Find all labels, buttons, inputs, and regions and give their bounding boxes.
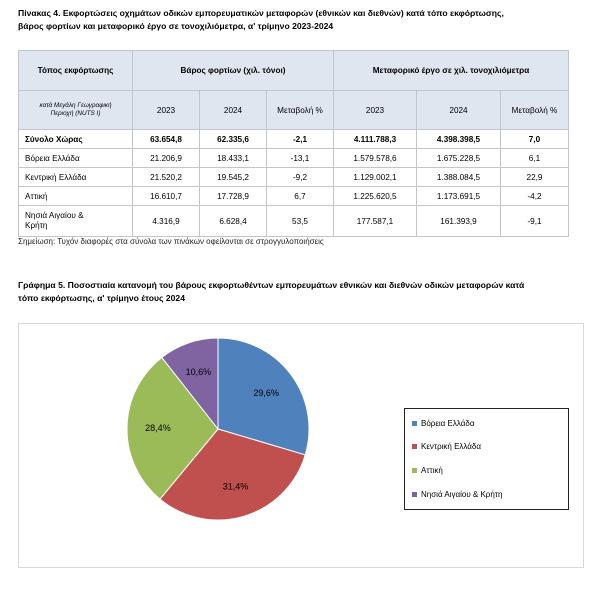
pie-data-label: 10,6% [185, 367, 212, 378]
chart-title-line-2: τόπο εκφόρτωσης, α' τρίμηνο έτους 2024 [18, 293, 185, 303]
cell-weight-2024: 18.433,1 [200, 149, 267, 168]
chart-legend [404, 408, 569, 510]
chart-title [18, 279, 524, 305]
weight-change-header: Μεταβολή % [267, 91, 334, 130]
weight-2024-header: 2024 [200, 91, 267, 130]
cell-work-change: 7,0 [501, 130, 569, 149]
pie-data-label: 29,6% [253, 388, 279, 399]
cell-work-2024: 1.173.691,5 [417, 187, 501, 206]
cell-work-2024: 161.393,9 [417, 206, 501, 237]
row-name: Νησιά Αιγαίου & Κρήτη [19, 206, 133, 237]
cell-work-2023: 4.111.788,3 [334, 130, 417, 149]
work-2024-header: 2024 [417, 91, 501, 130]
cell-weight-change: -13,1 [267, 149, 334, 168]
cell-weight-2024: 17.728,9 [200, 187, 267, 206]
cell-weight-change: -2,1 [267, 130, 334, 149]
legend-label: Κεντρική Ελλάδα [421, 442, 481, 451]
cell-weight-2024: 62.335,6 [200, 130, 267, 149]
cell-weight-2023: 63.654,8 [133, 130, 200, 149]
legend-item [412, 442, 481, 451]
col-place-header: Τόπος εκφόρτωσης [19, 51, 133, 91]
legend-swatch [412, 468, 417, 473]
row-name: Βόρεια Ελλάδα [19, 149, 133, 168]
cell-weight-2023: 4.316,9 [133, 206, 200, 237]
legend-label: Βόρεια Ελλάδα [421, 419, 475, 428]
pie-data-label: 31,4% [222, 481, 249, 492]
cell-weight-2023: 21.520,2 [133, 168, 200, 187]
cell-weight-change: 6,7 [267, 187, 334, 206]
freight-table [18, 50, 569, 237]
work-group-header: Μεταφορικό έργο σε χιλ. τονοχιλιόμετρα [334, 51, 569, 91]
weight-2023-header: 2023 [133, 91, 200, 130]
legend-item [412, 466, 443, 475]
cell-work-change: -4,2 [501, 187, 569, 206]
cell-work-2024: 1.388.084,5 [417, 168, 501, 187]
legend-item [412, 490, 502, 499]
legend-label: Αττική [421, 466, 443, 475]
table-row [19, 168, 569, 187]
row-name: Σύνολο Χώρας [19, 130, 133, 149]
cell-weight-2023: 16.610,7 [133, 187, 200, 206]
pie-chart-area [18, 323, 584, 568]
cell-work-2023: 177.587,1 [334, 206, 417, 237]
nuts-sublabel: κατά Μεγάλη Γεωγραφική Περιοχή (NUTS I) [19, 91, 133, 130]
cell-work-change: -9,1 [501, 206, 569, 237]
work-change-header: Μεταβολή % [501, 91, 569, 130]
table-row [19, 187, 569, 206]
table-row [19, 206, 569, 237]
pie-data-label: 28,4% [145, 423, 171, 434]
row-name: Αττική [19, 187, 133, 206]
chart-title-line-1: Γράφημα 5. Ποσοστιαία κατανομή του βάρους εκφορτωθέντων εμπορευμάτων εθνικών και διεθνών οδικών μεταφορών κατά [18, 280, 525, 290]
cell-weight-2024: 6.628,4 [200, 206, 267, 237]
work-2023-header: 2023 [334, 91, 417, 130]
cell-weight-2024: 19.545,2 [200, 168, 267, 187]
cell-work-change: 22,9 [501, 168, 569, 187]
cell-work-change: 6,1 [501, 149, 569, 168]
table-subheader-row [19, 91, 569, 130]
table-title-line-2: βάρος φορτίων και μεταφορικό έργο σε τονοχιλιόμετρα, α' τρίμηνο 2023-2024 [18, 21, 334, 31]
cell-work-2023: 1.579.578,6 [334, 149, 417, 168]
cell-weight-change: -9,2 [267, 168, 334, 187]
cell-work-2023: 1.225.620,5 [334, 187, 417, 206]
legend-label: Νησιά Αιγαίου & Κρήτη [421, 490, 503, 499]
cell-weight-2023: 21.206,9 [133, 149, 200, 168]
table-row [19, 149, 569, 168]
legend-item [412, 419, 474, 428]
cell-work-2023: 1.129.002,1 [334, 168, 417, 187]
legend-swatch [412, 444, 417, 449]
cell-work-2024: 4.398.398,5 [417, 130, 501, 149]
weight-group-header: Βάρος φορτίων (χιλ. τόνοι) [133, 51, 334, 91]
table-header-row [19, 51, 569, 91]
table-note: Σημείωση: Τυχόν διαφορές στα σύνολα των πινάκων οφείλονται σε στρογγυλοποιήσεις [18, 237, 324, 246]
legend-swatch [412, 421, 417, 426]
row-name: Κεντρική Ελλάδα [19, 168, 133, 187]
table-title-line-1: Πίνακας 4. Εκφορτώσεις οχημάτων οδικών εμπορευματικών μεταφορών (εθνικών και διεθνών) κατά τόπο εκφόρτωσης, [18, 8, 504, 18]
table-row [19, 130, 569, 149]
cell-work-2024: 1.675.228,5 [417, 149, 501, 168]
legend-swatch [412, 492, 417, 497]
table-title [18, 7, 600, 33]
cell-weight-change: 53,5 [267, 206, 334, 237]
